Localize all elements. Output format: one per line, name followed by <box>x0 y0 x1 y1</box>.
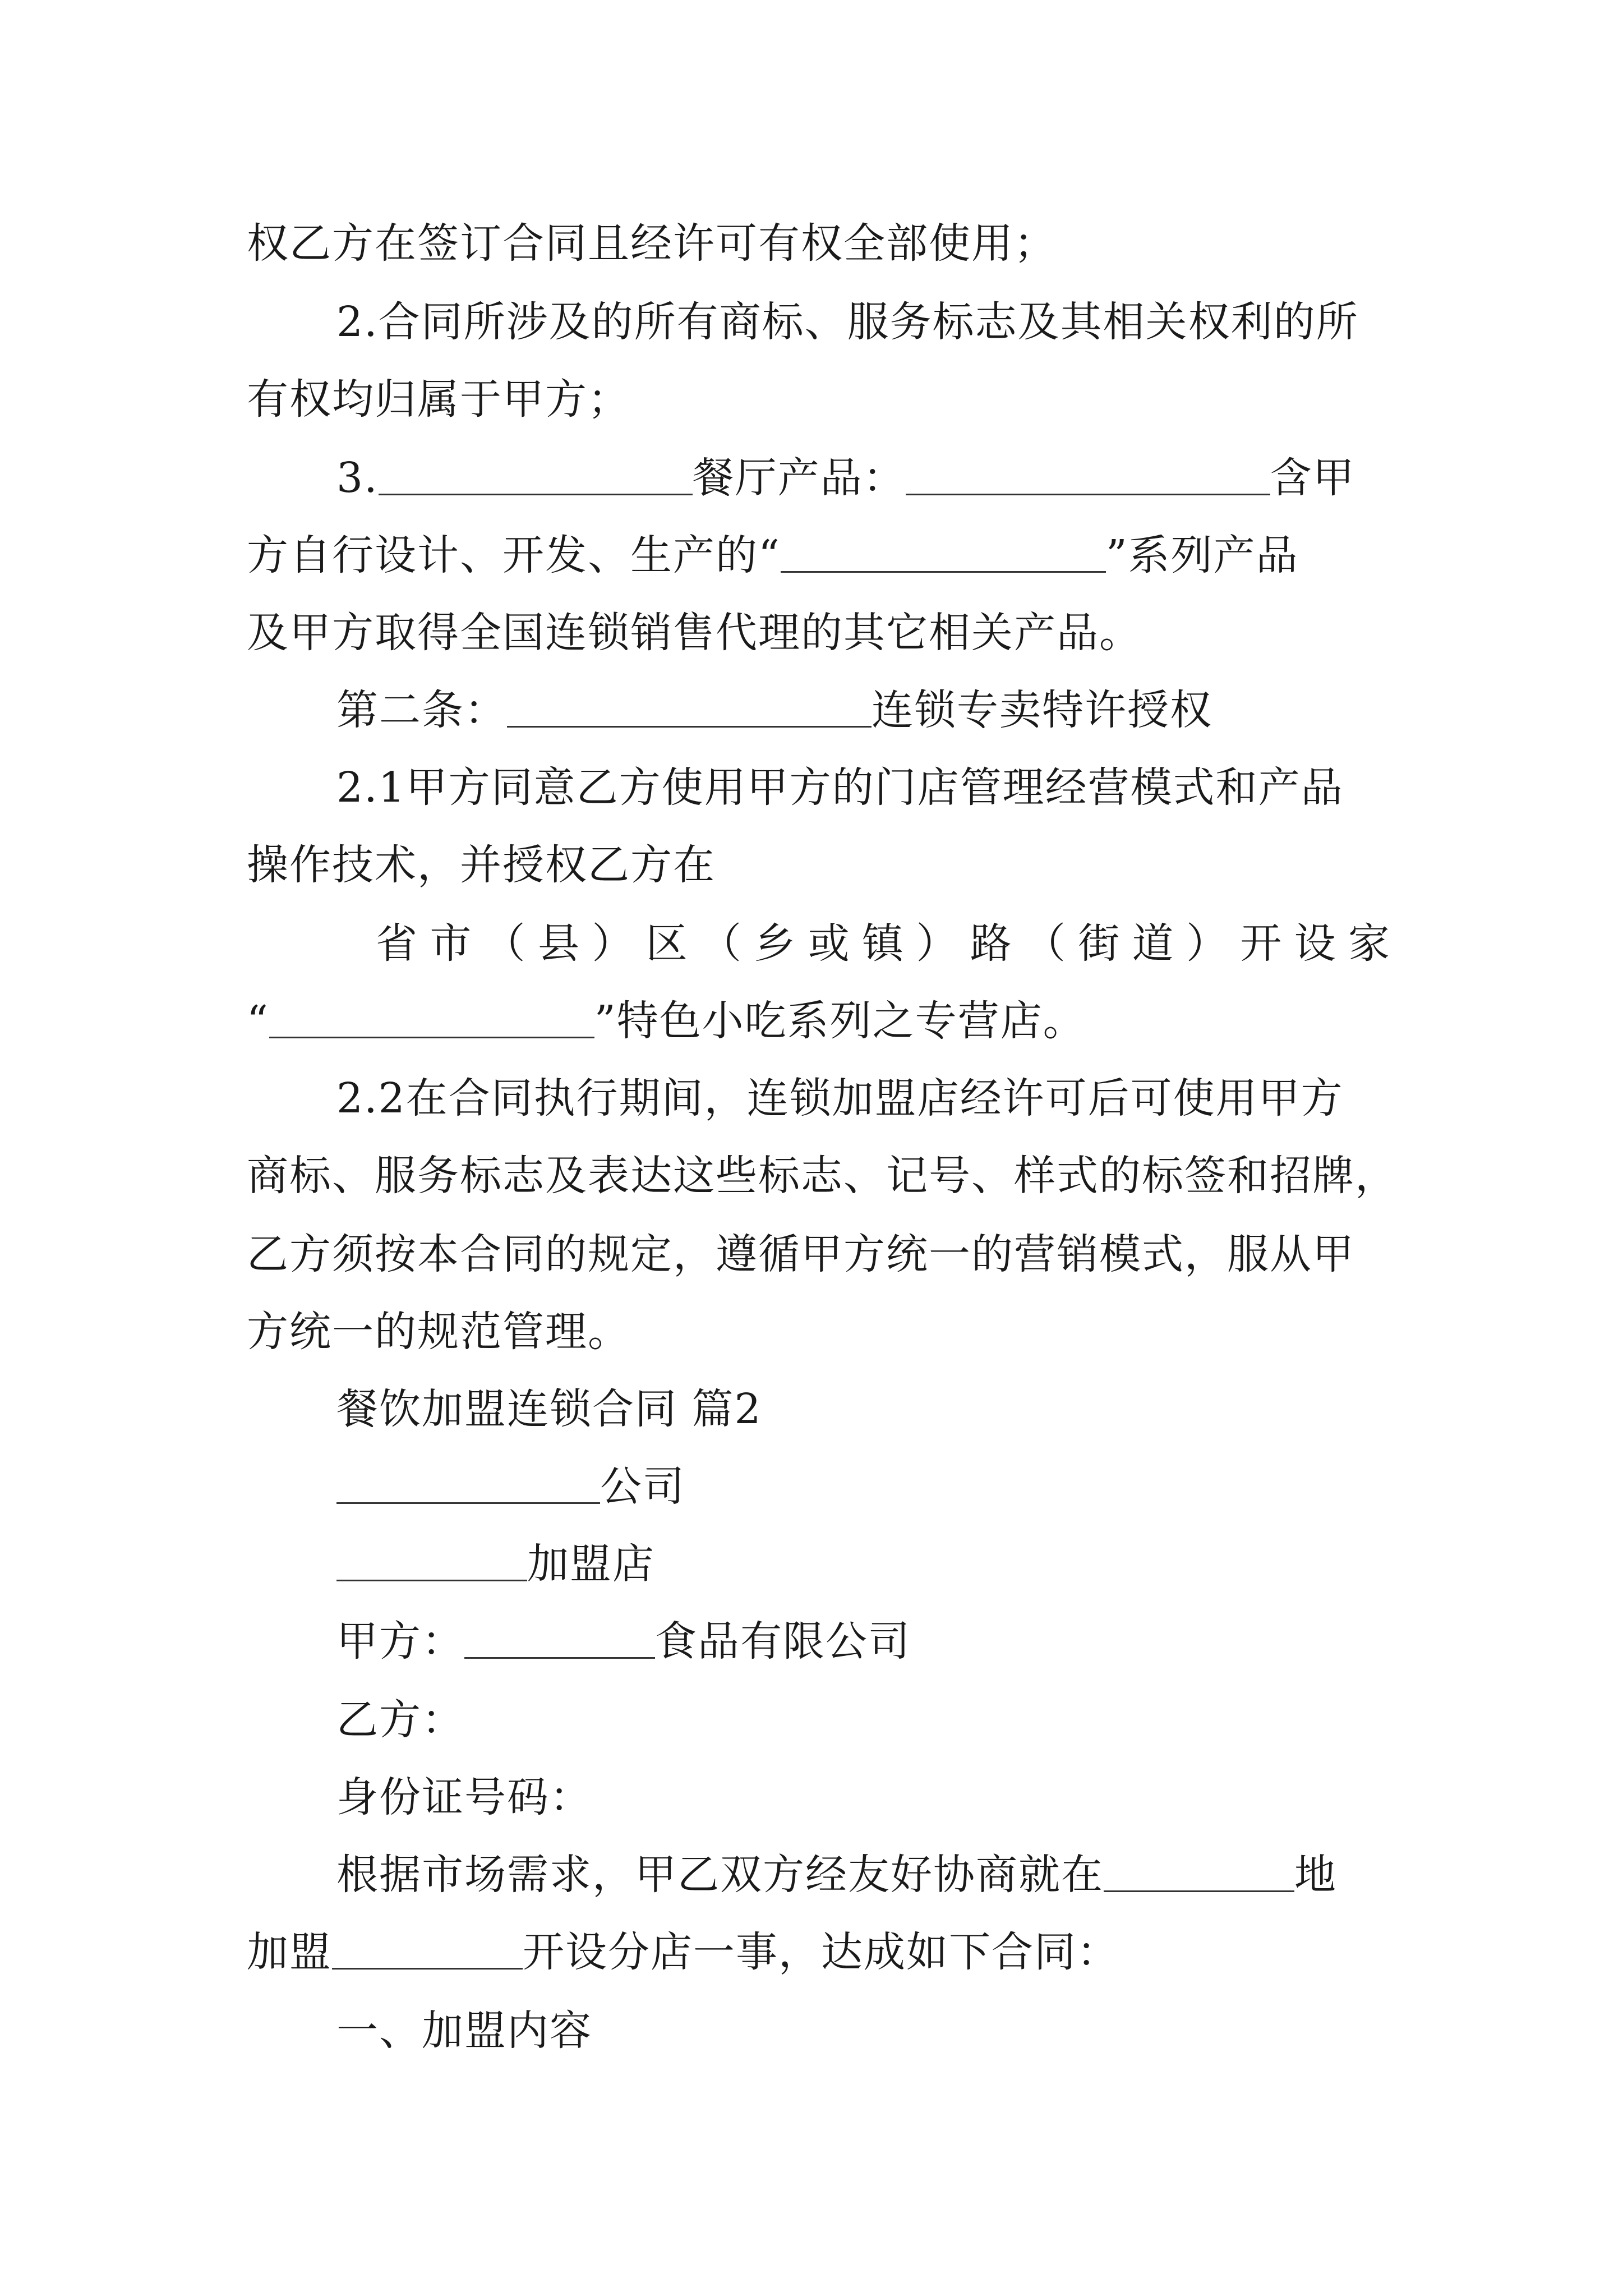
text: 第二条： <box>336 686 507 734</box>
text: 方自行设计、开发、生产的“ <box>247 531 781 579</box>
text: 餐饮加盟连锁合同 篇2 <box>336 1385 762 1433</box>
text: 食品有限公司 <box>655 1617 911 1665</box>
text: “ <box>247 997 269 1045</box>
paragraph-line <box>247 605 1391 661</box>
blank-line <box>906 454 1270 495</box>
paragraph-line <box>336 1458 1391 1515</box>
text: 3. <box>336 454 379 502</box>
paragraph-line <box>336 1692 1391 1748</box>
section-heading <box>336 2003 1391 2059</box>
text: ”特色小吃系列之专营店。 <box>594 997 1086 1045</box>
text: 权乙方在签订合同且经许可有权全部使用； <box>247 219 1057 268</box>
text: 身份证号码： <box>336 1773 592 1821</box>
section-heading <box>336 1381 1391 1437</box>
paragraph-line <box>336 450 1391 506</box>
text: 商标、服务标志及表达这些标志、记号、样式的标签和招牌， <box>247 1152 1398 1200</box>
paragraph-line <box>247 371 1391 427</box>
paragraph-line <box>336 760 1391 816</box>
text: 加盟店 <box>527 1540 655 1588</box>
text: 开设分店一事，达成如下合同： <box>523 1928 1119 1976</box>
paragraph-line <box>247 1304 1391 1360</box>
text: 乙方须按本合同的规定，遵循甲方统一的营销模式，服从甲 <box>247 1230 1355 1278</box>
text: 一、加盟内容 <box>336 2007 592 2055</box>
text: 2.合同所涉及的所有商标、服务标志及其相关权利的所 <box>336 298 1359 346</box>
text: 省市（县）区（乡或镇）路（街道）开设家 <box>376 919 1391 968</box>
text: 加盟 <box>247 1928 332 1976</box>
paragraph-line <box>336 682 1391 738</box>
text: 方统一的规范管理。 <box>247 1308 630 1356</box>
text: 含甲 <box>1270 454 1355 502</box>
paragraph-line <box>336 1769 1391 1825</box>
blank-line <box>464 1618 655 1659</box>
text: 甲方： <box>336 1617 464 1665</box>
blank-line <box>1104 1851 1294 1892</box>
paragraph-line <box>336 294 1391 350</box>
text: 根据市场需求，甲乙双方经友好协商就在 <box>336 1851 1104 1899</box>
text: ”系列产品 <box>1105 531 1299 579</box>
paragraph-line <box>376 915 1391 972</box>
paragraph-line <box>247 837 1391 893</box>
text: 公司 <box>600 1462 685 1511</box>
paragraph-line <box>336 1536 1391 1592</box>
text: 2.2在合同执行期间，连锁加盟店经许可后可使用甲方 <box>336 1074 1344 1122</box>
paragraph-line <box>247 1924 1391 1980</box>
text: 乙方： <box>336 1696 464 1744</box>
paragraph-line <box>247 1148 1398 1204</box>
text: 餐厅产品： <box>692 454 906 502</box>
text: 2.1甲方同意乙方使用甲方的门店管理经营模式和产品 <box>336 763 1344 812</box>
text: 连锁专卖特许授权 <box>872 686 1212 734</box>
blank-line <box>507 687 872 728</box>
paragraph-line <box>336 1070 1391 1126</box>
blank-line <box>332 1929 523 1970</box>
blank-line <box>336 1540 527 1581</box>
paragraph-line <box>247 215 1391 272</box>
text: 有权均归属于甲方； <box>247 375 630 424</box>
paragraph-line <box>247 1226 1391 1282</box>
text: 操作技术，并授权乙方在 <box>247 841 716 889</box>
paragraph-line <box>336 1613 1391 1669</box>
text: 及甲方取得全国连锁销售代理的其它相关产品。 <box>247 609 1142 657</box>
paragraph-line <box>336 1847 1391 1903</box>
blank-line <box>269 997 594 1038</box>
text: 地 <box>1294 1851 1337 1899</box>
blank-line <box>336 1463 600 1504</box>
paragraph-line <box>247 527 1391 583</box>
paragraph-line <box>247 993 1391 1049</box>
blank-line <box>781 532 1106 573</box>
blank-line <box>379 454 693 495</box>
